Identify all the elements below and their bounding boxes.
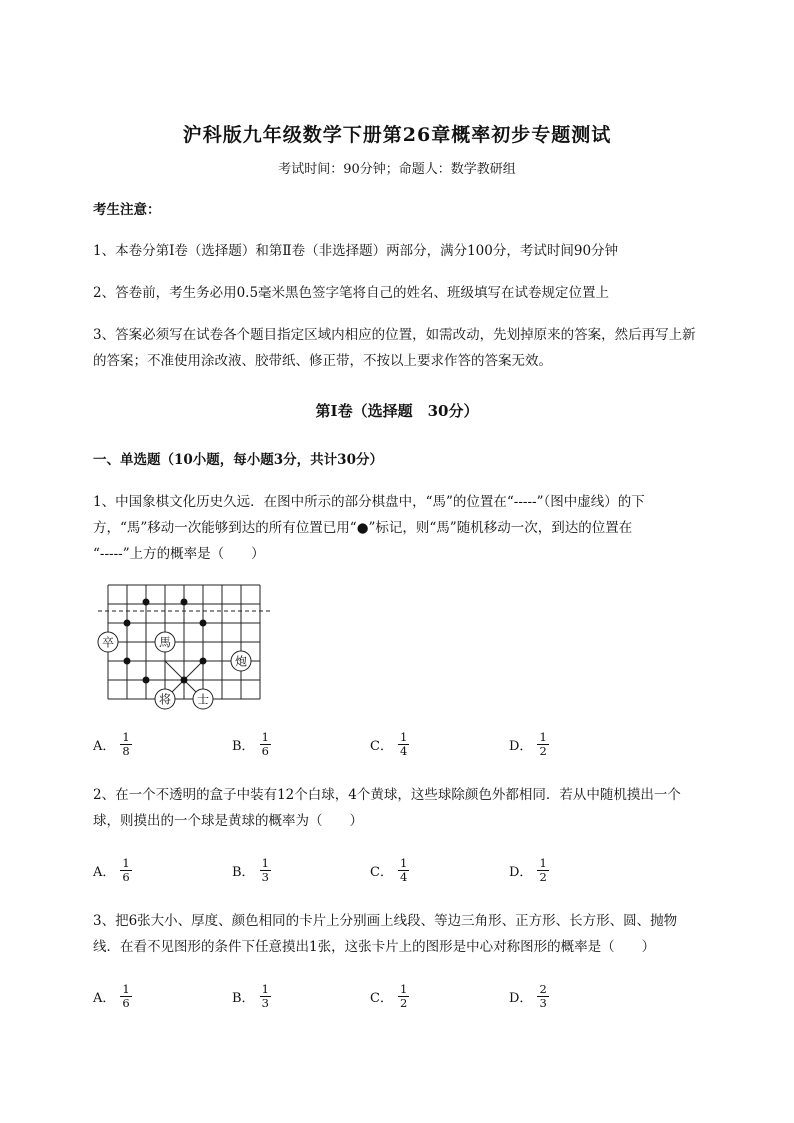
question-2-line: 2、在一个不透明的盒子中装有12个白球，4个黄球，这些球除颜色外都相同．若从中随机摸出一个: [93, 787, 681, 803]
fraction: $\frac{1}{2}$: [539, 856, 547, 884]
option-c[interactable]: [370, 857, 409, 884]
option-label: C．: [370, 865, 393, 880]
option-a[interactable]: [93, 983, 132, 1010]
fraction: $\frac{1}{2}$: [399, 982, 408, 1010]
question-3-line: 3、把6张大小、厚度、颜色相同的卡片上分别画上线段、等边三角形、正方形、长方形、圆、抛物: [93, 913, 678, 929]
svg-text:卒: 卒: [101, 635, 115, 650]
option-label: B．: [232, 865, 255, 880]
svg-text:炮: 炮: [234, 654, 248, 669]
notice-item: 1、本卷分第I卷（选择题）和第Ⅱ卷（非选择题）两部分，满分100分，考试时间90分钟: [93, 243, 619, 259]
option-label: D．: [509, 991, 533, 1006]
option-b[interactable]: [232, 983, 271, 1010]
notice-heading: 考生注意：: [93, 202, 161, 218]
option-label: A．: [93, 739, 116, 754]
option-a[interactable]: [93, 857, 132, 884]
option-b[interactable]: [232, 857, 271, 884]
option-d[interactable]: [509, 857, 549, 884]
fraction: $\frac{1}{6}$: [261, 730, 269, 758]
page-title: 沪科版九年级数学下册第26章概率初步专题测试: [182, 124, 612, 146]
svg-text:士: 士: [196, 692, 210, 707]
notice-item: 的答案；不准使用涂改液、胶带纸、修正带，不按以上要求作答的答案无效。: [93, 353, 552, 369]
fraction: $\frac{1}{6}$: [122, 856, 130, 884]
page-subtitle: 考试时间：90分钟；命题人：数学教研组: [278, 162, 516, 177]
fraction: $\frac{1}{3}$: [261, 856, 269, 884]
option-label: C．: [370, 739, 393, 754]
piece-horse: [155, 632, 175, 652]
marker-dot: [200, 658, 207, 665]
fraction: $\frac{1}{2}$: [539, 730, 547, 758]
part-title: 第I卷（选择题 30分）: [315, 402, 479, 420]
option-b[interactable]: [232, 731, 271, 758]
piece-advisor: [193, 689, 213, 709]
option-d[interactable]: [509, 731, 549, 758]
marker-dot: [124, 620, 131, 627]
marker-dot: [143, 677, 150, 684]
option-label: D．: [509, 865, 533, 880]
piece-general: [155, 689, 175, 709]
option-a[interactable]: [93, 731, 132, 758]
option-label: D．: [509, 739, 533, 754]
marker-dot: [124, 658, 131, 665]
section-title: 一、单选题（10小题，每小题3分，共计30分）: [93, 452, 383, 468]
marker-dot: [200, 620, 207, 627]
option-d[interactable]: [509, 983, 549, 1010]
fraction: $\frac{1}{6}$: [122, 982, 130, 1010]
notice-item: 2、答卷前，考生务必用0.5毫米黑色签字笔将自己的姓名、班级填写在试卷规定位置上: [93, 285, 610, 301]
question-1-line: 1、中国象棋文化历史久远．在图中所示的部分棋盘中，“馬”的位置在“-----”（图中虚线）的下: [93, 494, 645, 510]
option-label: C．: [370, 991, 393, 1006]
option-label: A．: [93, 865, 116, 880]
question-2-line: 球，则摸出的一个球是黄球的概率为（ ）: [93, 813, 363, 829]
marker-dot: [181, 677, 188, 684]
question-3-line: 线．在看不见图形的条件下任意摸出1张，这张卡片上的图形是中心对称图形的概率是（ ）: [93, 939, 656, 955]
question-1-line: “-----”上方的概率是（ ）: [93, 546, 265, 562]
chess-board-figure: [90, 575, 280, 710]
fraction: $\frac{1}{4}$: [399, 730, 408, 758]
question-1-line: 方，“馬”移动一次能够到达的所有位置已用“●”标记，则“馬”随机移动一次，到达的位置在: [93, 520, 633, 536]
piece-pawn: [98, 632, 118, 652]
svg-text:馬: 馬: [158, 635, 172, 650]
svg-text:将: 将: [158, 692, 172, 707]
option-label: B．: [232, 991, 255, 1006]
option-label: A．: [93, 991, 116, 1006]
piece-cannon: [231, 651, 251, 671]
option-c[interactable]: [370, 983, 409, 1010]
notice-item: 3、答案必须写在试卷各个题目指定区域内相应的位置，如需改动，先划掉原来的答案，然后再写上新: [93, 327, 696, 343]
marker-dot: [143, 599, 150, 606]
option-label: B．: [232, 739, 255, 754]
fraction: $\frac{1}{3}$: [261, 982, 269, 1010]
option-c[interactable]: [370, 731, 409, 758]
fraction: $\frac{1}{8}$: [122, 730, 130, 758]
marker-dot: [181, 599, 188, 606]
fraction: $\frac{2}{3}$: [539, 982, 547, 1010]
fraction: $\frac{1}{4}$: [399, 856, 408, 884]
